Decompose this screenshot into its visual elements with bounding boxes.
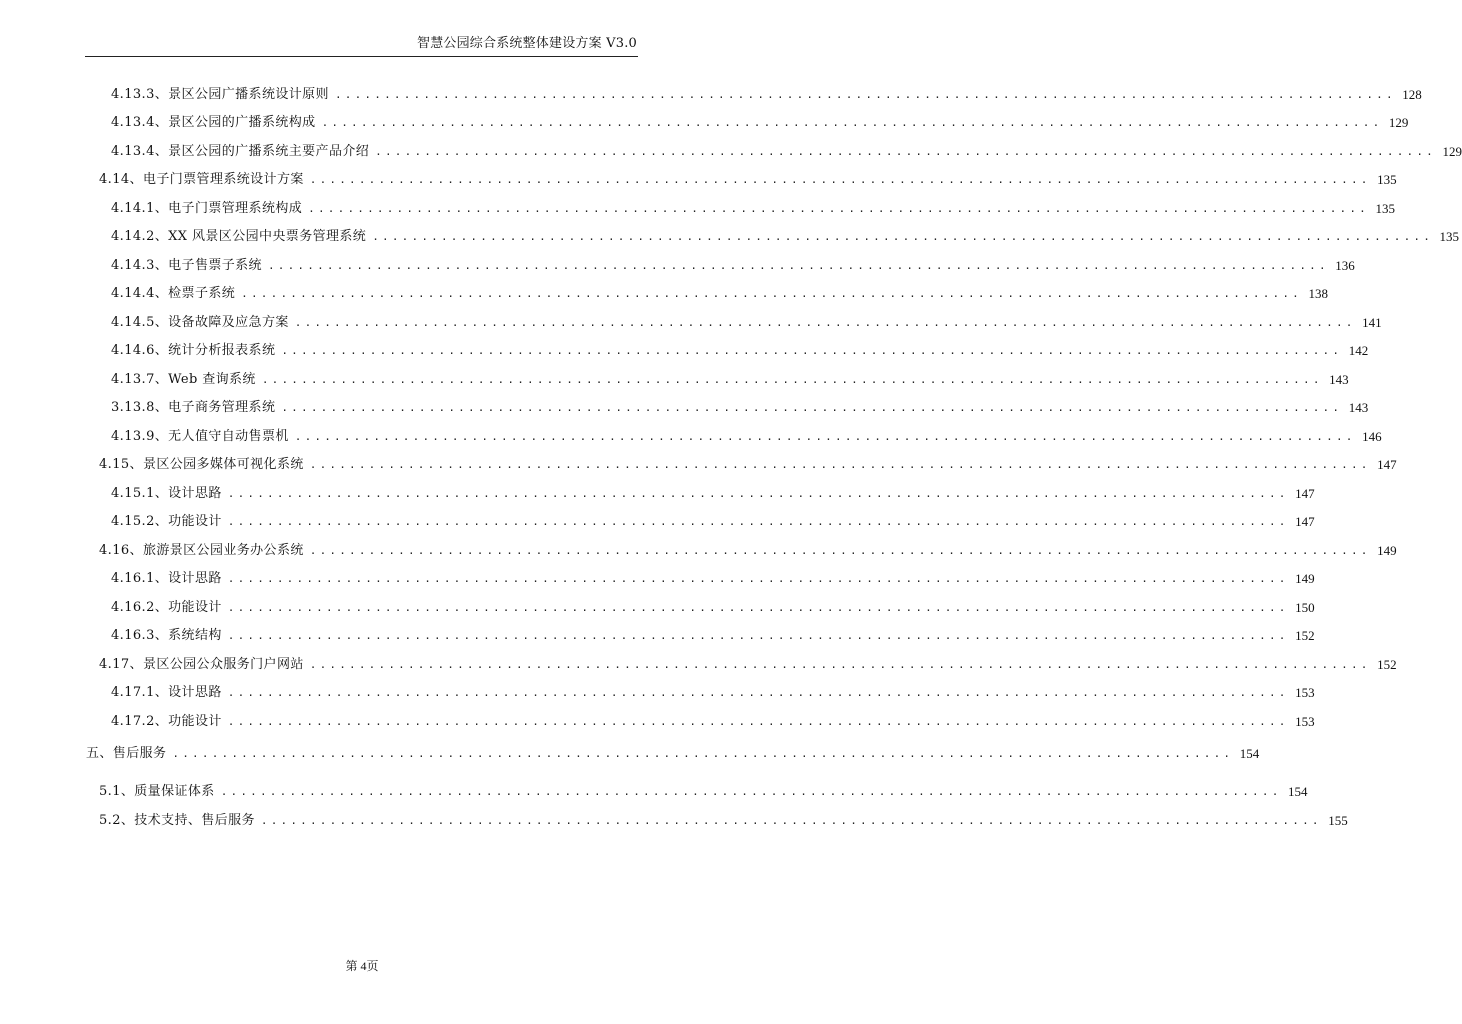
toc-entry-label: 4.16.2、功能设计 bbox=[111, 600, 222, 615]
toc-entry-page: 154 bbox=[1239, 746, 1260, 761]
toc-entry[interactable] bbox=[0, 397, 1369, 419]
toc-entry-label: 4.14.4、检票子系统 bbox=[111, 286, 236, 301]
toc-leader-dots: ............................................................................................................ bbox=[309, 658, 1371, 671]
toc-entry[interactable] bbox=[0, 226, 1460, 248]
toc-entry-page: 146 bbox=[1362, 429, 1382, 444]
toc-entry[interactable] bbox=[0, 568, 1315, 590]
toc-entry-page: 138 bbox=[1308, 286, 1328, 301]
toc-entry[interactable] bbox=[0, 112, 1409, 134]
toc-leader-dots: ............................................................................................................ bbox=[309, 173, 1371, 186]
toc-entry-page: 141 bbox=[1362, 315, 1382, 330]
toc-entry[interactable] bbox=[0, 312, 1382, 334]
toc-entry-page: 149 bbox=[1295, 571, 1315, 586]
toc-entry-label: 4.14.2、XX 风景区公园中央票务管理系统 bbox=[111, 229, 367, 244]
toc-leader-dots: ............................................................................................................ bbox=[294, 430, 1356, 443]
toc-entry[interactable] bbox=[0, 369, 1349, 391]
toc-entry-page: 147 bbox=[1377, 457, 1397, 472]
toc-entry-page: 143 bbox=[1348, 400, 1369, 415]
toc-entry-label: 4.17、景区公园公众服务门户网站 bbox=[99, 657, 304, 672]
toc-leader-dots: ............................................................................................................ bbox=[227, 715, 1289, 728]
toc-entry-page: 135 bbox=[1377, 172, 1397, 187]
toc-leader-dots: ............................................................................................................ bbox=[267, 259, 1329, 272]
toc-entry-page: 128 bbox=[1402, 87, 1422, 102]
toc-entry[interactable] bbox=[0, 597, 1315, 619]
toc-leader-dots: ............................................................................................................ bbox=[281, 401, 1343, 414]
toc-entry-label: 4.16、旅游景区公园业务办公系统 bbox=[99, 543, 304, 558]
toc-entry[interactable] bbox=[0, 454, 1397, 476]
toc-leader-dots: ............................................................................................................ bbox=[334, 88, 1396, 101]
toc-entry[interactable] bbox=[0, 198, 1395, 220]
toc-leader-dots: ............................................................................................................ bbox=[261, 373, 1323, 386]
toc-entry-label: 五、售后服务 bbox=[86, 746, 167, 761]
toc-entry[interactable] bbox=[0, 810, 1348, 832]
toc-entry[interactable] bbox=[0, 540, 1397, 562]
toc-entry-label: 4.14.1、电子门票管理系统构成 bbox=[111, 201, 303, 216]
toc-entry[interactable] bbox=[0, 169, 1397, 191]
toc-entry-page: 136 bbox=[1335, 258, 1355, 273]
toc-entry-page: 135 bbox=[1375, 201, 1395, 216]
toc-leader-dots: ............................................................................................................ bbox=[309, 544, 1371, 557]
toc-entry-label: 5.2、技术支持、售后服务 bbox=[99, 813, 255, 828]
toc-leader-dots: ............................................................................................................ bbox=[372, 230, 1434, 243]
toc-entry-page: 147 bbox=[1295, 486, 1315, 501]
toc-leader-dots: ............................................................................................................ bbox=[294, 316, 1356, 329]
toc-entry-page: 147 bbox=[1295, 514, 1315, 529]
toc-entry[interactable] bbox=[0, 340, 1369, 362]
toc-entry-label: 4.16.3、系统结构 bbox=[111, 628, 222, 643]
toc-entry[interactable] bbox=[0, 682, 1315, 704]
toc-entry-label: 4.13.4、景区公园的广播系统主要产品介绍 bbox=[111, 144, 370, 159]
toc-leader-dots: ............................................................................................................ bbox=[227, 572, 1289, 585]
toc-leader-dots: ............................................................................................................ bbox=[321, 116, 1383, 129]
toc-entry-label: 4.13.7、Web 查询系统 bbox=[111, 372, 256, 387]
toc-leader-dots: ............................................................................................................ bbox=[227, 629, 1289, 642]
toc-entry-label: 4.16.1、设计思路 bbox=[111, 571, 222, 586]
toc-leader-dots: ............................................................................................................ bbox=[308, 202, 1369, 215]
toc-entry-label: 4.17.1、设计思路 bbox=[111, 685, 222, 700]
toc-leader-dots: ............................................................................................................ bbox=[227, 515, 1289, 528]
toc-entry-page: 149 bbox=[1377, 543, 1397, 558]
toc-leader-dots: ............................................................................................................ bbox=[309, 458, 1371, 471]
toc-entry-label: 4.13.3、景区公园广播系统设计原则 bbox=[111, 87, 329, 102]
toc-entry-label: 4.15.1、设计思路 bbox=[111, 486, 222, 501]
toc-entry-page: 153 bbox=[1295, 685, 1315, 700]
header-rule bbox=[85, 56, 638, 57]
toc-leader-dots: ............................................................................................................ bbox=[241, 287, 1302, 300]
toc-entry[interactable] bbox=[0, 654, 1397, 676]
document-header-title: 智慧公园综合系统整体建设方案 V3.0 bbox=[417, 36, 637, 51]
toc-entry-label: 4.14.3、电子售票子系统 bbox=[111, 258, 262, 273]
toc-leader-dots: ............................................................................................................ bbox=[281, 344, 1343, 357]
toc-entry[interactable] bbox=[0, 625, 1315, 647]
toc-leader-dots: ............................................................................................................ bbox=[375, 145, 1436, 158]
toc-entry-page: 154 bbox=[1288, 784, 1308, 799]
toc-entry-label: 4.15、景区公园多媒体可视化系统 bbox=[99, 457, 304, 472]
toc-entry-page: 152 bbox=[1377, 657, 1397, 672]
toc-entry-label: 4.14.6、统计分析报表系统 bbox=[111, 343, 276, 358]
toc-leader-dots: ............................................................................................................ bbox=[260, 814, 1322, 827]
toc-entry-page: 150 bbox=[1295, 600, 1315, 615]
toc-entry-label: 4.13.9、无人值守自动售票机 bbox=[111, 429, 289, 444]
toc-entry[interactable] bbox=[0, 426, 1382, 448]
toc-entry[interactable] bbox=[0, 743, 1260, 765]
toc-entry[interactable] bbox=[0, 84, 1422, 106]
toc-entry-page: 129 bbox=[1388, 115, 1409, 130]
toc-entry[interactable] bbox=[0, 781, 1308, 803]
toc-entry-page: 155 bbox=[1328, 813, 1348, 828]
toc-entry-label: 4.14、电子门票管理系统设计方案 bbox=[99, 172, 304, 187]
toc-entry-label: 5.1、质量保证体系 bbox=[99, 784, 215, 799]
toc-entry[interactable] bbox=[0, 283, 1328, 305]
toc-entry-label: 4.13.4、景区公园的广播系统构成 bbox=[111, 115, 316, 130]
toc-entry-page: 135 bbox=[1439, 229, 1460, 244]
toc-leader-dots: ............................................................................................................ bbox=[172, 747, 1234, 760]
toc-entry-page: 153 bbox=[1295, 714, 1315, 729]
toc-entry-page: 142 bbox=[1348, 343, 1369, 358]
toc-leader-dots: ............................................................................................................ bbox=[227, 686, 1289, 699]
toc-entry[interactable] bbox=[0, 141, 1462, 163]
toc-entry-page: 129 bbox=[1442, 144, 1462, 159]
toc-leader-dots: ............................................................................................................ bbox=[227, 601, 1289, 614]
toc-entry-label: 4.14.5、设备故障及应急方案 bbox=[111, 315, 289, 330]
toc-entry-label: 4.15.2、功能设计 bbox=[111, 514, 222, 529]
page-footer-number: 第 4页 bbox=[345, 959, 379, 973]
toc-leader-dots: ............................................................................................................ bbox=[227, 487, 1289, 500]
toc-entry[interactable] bbox=[0, 711, 1315, 733]
toc-leader-dots: ............................................................................................................ bbox=[220, 785, 1282, 798]
toc-entry-label: 3.13.8、电子商务管理系统 bbox=[111, 400, 276, 415]
toc-entry-page: 152 bbox=[1295, 628, 1315, 643]
toc-entry[interactable] bbox=[0, 483, 1315, 505]
toc-entry[interactable] bbox=[0, 255, 1355, 277]
toc-entry-page: 143 bbox=[1329, 372, 1349, 387]
toc-entry[interactable] bbox=[0, 511, 1315, 533]
toc-entry-label: 4.17.2、功能设计 bbox=[111, 714, 222, 729]
